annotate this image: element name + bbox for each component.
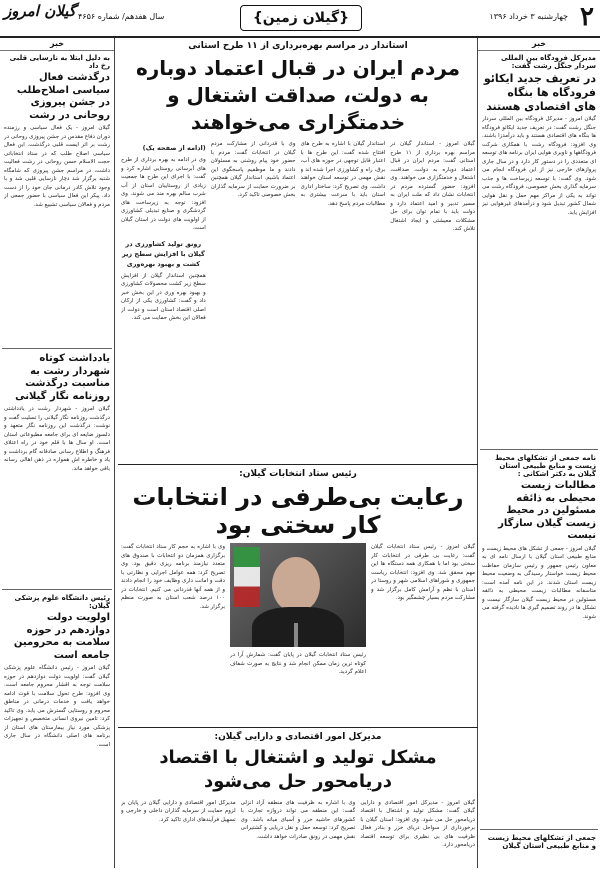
main-story-col: وی با قدردانی از مشارکت مردم گیلان در انتخابات گفت: مردم با حضور خود پیام روشنی به مسئولان دادند و ما موظفیم پاسخگوی این اعتماد باشیم. استاندار گیلان همچنین بر ضرورت حمایت از سرمایه گذاران بخش خصوصی تاکید کرد. bbox=[210, 141, 296, 199]
newspaper-logo: گیلان امروز bbox=[4, 2, 76, 20]
iran-flag bbox=[234, 547, 260, 607]
left-story3-title: اولویت دولت دوازدهم در حوزه سلامت به محرومین جامعه است bbox=[13, 612, 110, 661]
divider bbox=[480, 449, 598, 450]
right-column-header: خبر bbox=[478, 38, 600, 51]
economy-story-kicker: مدیرکل امور اقتصادی و دارایی گیلان: bbox=[214, 732, 382, 742]
economy-story-title: مشکل تولید و اشتغال با اقتصاد دریامحور حل می‌شود bbox=[159, 747, 437, 793]
right-story2-title: مطالبات زیست محیطی به ذائقه مسئولین در محیط زیست گیلان سازگار نیست bbox=[498, 480, 596, 542]
divider bbox=[480, 829, 598, 830]
main-story bbox=[118, 41, 478, 460]
section-title: {گیلان زمین} bbox=[240, 5, 362, 31]
dateline: چهارشنبه ۳ خرداد ۱۳۹۶ bbox=[489, 12, 568, 21]
divider bbox=[2, 348, 112, 349]
main-story-col: استاندار گیلان با اشاره به طرح های افتتاح شده گفت: این طرح ها با اعتبار قابل توجهی در حوزه های آب، برق، راه و کشاورزی اجرا شده اند و نقش مهمی در توسعه استان خواهند داشت. وی تصریح کرد: ساختار اداری استان باید با سرعت بیشتری به مطالبات مردم پاسخ دهد. bbox=[300, 141, 386, 207]
right-story1-title: در تعریف جدید ایکائو فرودگاه ها بنگاه های اقتصادی هستند bbox=[483, 72, 596, 113]
main-story-col: گیلان امروز - استاندار گیلان در مراسم بهره برداری از ۱۱ طرح استانی گفت: مردم ایران در قبال اعتماد دوباره به دولت، صداقت، اشتغال و خدمتگزاری می خواهند. وی افزود: حضور گسترده مردم در انتخابات نشان داد که ملت ایران به مسیر تدبیر و امید اعتماد دارد و دولت باید با تمام توان برای حل مشکلات معیشتی و ایجاد اشتغال تلاش کند. bbox=[390, 141, 475, 233]
economy-story-col: مدیرکل امور اقتصادی و دارایی گیلان در پایان بر لزوم حمایت از سرمایه گذاران داخلی و خارجی و تسهیل فرآیندهای اداری تاکید کرد. bbox=[120, 799, 236, 823]
masthead bbox=[0, 0, 600, 38]
left-story1-kicker: به دلیل ابتلا به نارسایی قلبی رخ داد bbox=[9, 54, 110, 70]
page-number: ۲ bbox=[580, 2, 594, 32]
election-story-col: وی با اشاره به حجم کار ستاد انتخابات گفت: برگزاری همزمان دو انتخابات با صندوق های متعدد نیازمند برنامه ریزی دقیق بود. وی تصریح کرد: همه عوامل اجرایی و نظارتی با دقت و امانت داری وظایف خود را انجام دادند و از همه آنها قدردانی می کنیم. انتخابات در ۱۰۰ درصد شعب استان به صورت منظم برگزار شد. bbox=[121, 544, 225, 610]
left-story1-title: درگذشت فعال سیاسی اصلاح‌طلب در جشن پیروزی روحانی در رشت bbox=[16, 72, 110, 121]
economy-story-col: گیلان امروز - مدیرکل امور اقتصادی و دارایی گیلان گفت: مشکل تولید و اشتغال با اقتصاد دریامحور حل می شود. وی افزود: استان گیلان با برخورداری از سواحل دریای خزر و بنادر فعال ظرفیت های بی نظیری برای توسعه اقتصاد دریامحور دارد. bbox=[360, 799, 475, 849]
main-story-col bbox=[121, 140, 206, 460]
issue-number: سال هفدهم/ شماره ۴۶۵۶ bbox=[78, 12, 165, 21]
election-story-col: گیلان امروز - رئیس ستاد انتخابات گیلان گفت: رعایت بی طرفی در انتخابات کار سختی بود اما با همکاری همه دستگاه ها این مهم محقق شد. وی افزود: انتخابات ریاست جمهوری و شوراهای اسلامی شهر و روستا در استان با نظم و آرامش کامل برگزار شد و مشارکت مردم بسیار چشمگیر بود. bbox=[371, 544, 475, 602]
right-story3-kicker: جمعی از تشکلهای محیط زیست و منابع طبیعی استان گیلان bbox=[487, 833, 596, 850]
left-story3-kicker: رئیس دانشگاه علوم پزشکی گیلان: bbox=[14, 594, 110, 610]
right-story1-body: گیلان امروز - مدیرکل فرودگاه بین المللی سردار جنگل رشت گفت: در تعریف جدید ایکائو فرودگاه ها بنگاه های اقتصادی هستند و باید درآمدزا باشند. وی افزود: فرودگاه رشت با همکاری شرکت فرودگاهها و ناوبری هوایی ایران برنامه های توسعه ای متعددی را در دستور کار دارد و در سال جاری پروازهای خارجی نیز از این فرودگاه انجام می شود. وی گفت: با توسعه زیرساخت ها و جذب سرمایه گذاری بخش خصوصی، فرودگاه رشت می تواند به یکی از مراکز مهم حمل و نقل هوایی شمال کشور تبدیل شود و درآمدهای غیرهوایی نیز افزایش یابد. bbox=[482, 116, 596, 216]
main-story-col-text: همچنین استاندار گیلان از افزایش سطح زیر کشت محصولات کشاورزی و بهبود بهره وری در این بخش خبر داد و گفت: کشاورزی یکی از ارکان اصلی اقتصاد استان است و دولت از فعالان این بخش حمایت می کند. bbox=[121, 272, 206, 322]
main-story-subhead: رونق تولید کشاورزی در گیلان با افزایش سطح زیر کشت و بهبود بهره‌وری bbox=[121, 239, 205, 268]
election-story bbox=[118, 469, 478, 723]
right-story2-body: گیلان امروز - جمعی از تشکل های محیط زیست و منابع طبیعی استان گیلان با ارسال نامه ای به معاون رئیس جمهور و رئیس سازمان حفاظت محیط زیست خواستار رسیدگی به وضعیت محیط زیست استان شدند. در این نامه آمده است: متاسفانه مطالبات زیست محیطی به ذائقه مسئولین در محیط زیست گیلان سازگار نیست و تشکل ها در روند تصمیم گیری ها نادیده گرفته می شوند. bbox=[482, 545, 596, 620]
official-photo bbox=[230, 543, 366, 647]
economy-story bbox=[118, 732, 478, 891]
photo-suit bbox=[252, 607, 344, 647]
left-story2-body: گیلان امروز - شهردار رشت در یادداشتی درگذشت روزنامه نگار گیلانی را تسلیت گفت و نوشت: درگذشت این روزنامه نگار متعهد و دلسوز ضایعه ای برای جامعه مطبوعاتی استان است. او سال ها با قلم خود در راه اعتلای فرهنگ و اطلاع رسانی صادقانه گام برداشت و یاد و خاطره اش همواره در ذهن اهالی رسانه باقی خواهد ماند. bbox=[4, 406, 110, 472]
left-story1-body: گیلان امروز - یک فعال سیاسی و رزمنده دوران دفاع مقدس در جشن پیروزی روحانی در رشت بر اثر ایست قلبی درگذشت. این فعال سیاسی اصلاح طلب که در ستاد انتخاباتی حجت الاسلام حسن روحانی در رشت فعالیت داشت، در مراسم جشن پیروزی که شامگاه شنبه برگزار شد دچار نارسایی قلبی شد و با وجود تلاش کادر درمانی جان خود را از دست داد. پیکر این فعال سیاسی با حضور جمعی از مردم و فعالان سیاسی تشییع شد. bbox=[4, 125, 110, 208]
divider bbox=[2, 589, 112, 590]
election-story-title: رعایت بی‌طرفی در انتخابات کار سختی بود bbox=[132, 483, 464, 539]
microphone-icon bbox=[294, 623, 298, 647]
main-area bbox=[118, 38, 478, 891]
economy-story-col: وی با اشاره به ظرفیت های منطقه آزاد انزلی گفت: این منطقه می تواند دروازه تجارت با کشورهای حاشیه خزر و آسیای میانه باشد. وی تصریح کرد: توسعه حمل و نقل دریایی و کشتیرانی نقش مهمی در رونق صادرات خواهد داشت. bbox=[240, 799, 356, 840]
photo-face bbox=[272, 557, 320, 613]
right-column bbox=[477, 38, 600, 868]
left-column-header: خبر bbox=[0, 38, 114, 51]
election-story-col: رئیس ستاد انتخابات گیلان در پایان گفت: شمارش آرا در کوتاه ترین زمان ممکن انجام شد و نتایج به صورت شفاف اعلام گردید. bbox=[230, 652, 366, 676]
main-story-title: مردم ایران در قبال اعتماد دوباره به دولت، صداقت اشتغال و خدمتگزاری می‌خواهند bbox=[135, 56, 461, 134]
continued-note: (ادامه از صفحه یک) bbox=[142, 144, 206, 152]
right-story2-kicker: نامه جمعی از تشکلهای محیط زیست و منابع طبیعی استان گیلان به دکتر اشکانی : bbox=[495, 454, 596, 479]
election-story-kicker: رئیس ستاد انتخابات گیلان: bbox=[239, 469, 357, 479]
left-story3-body: گیلان امروز - رئیس دانشگاه علوم پزشکی گیلان گفت: اولویت دولت دوازدهم در حوزه سلامت توجه به اقشار محروم جامعه است. وی افزود: طرح تحول سلامت با قوت ادامه خواهد یافت و خدمات درمانی در مناطق محروم و روستایی گسترش می یابد. وی تاکید کرد: تامین نیروی انسانی متخصص و تجهیزات پزشکی مورد نیاز بیمارستان های استان از برنامه های اصلی دانشگاه در سال جاری است. bbox=[4, 665, 110, 748]
main-story-kicker: استاندار در مراسم بهره‌برداری از ۱۱ طرح استانی bbox=[188, 41, 408, 51]
right-story1-kicker: مدیرکل فرودگاه بین المللی سردار جنگل رشت گفت: bbox=[500, 54, 596, 70]
divider bbox=[118, 464, 478, 465]
main-story-col-text: وی در ادامه به بهره برداری از طرح های آبرسانی روستایی اشاره کرد و گفت: با اجرای این طرح ها جمعیت زیادی از روستاییان استان از آب شرب سالم بهره مند می شوند. وی افزود: توجه به زیرساخت های گردشگری و صنایع تبدیلی کشاورزی از اولویت های دولت در استان گیلان است. bbox=[121, 157, 206, 232]
divider bbox=[118, 727, 478, 728]
photo-wrapper bbox=[230, 543, 366, 723]
left-story2-title: یادداشت کوتاه شهردار رشت به مناسبت درگذشت روزنامه نگار گیلانی bbox=[15, 353, 110, 402]
left-column bbox=[0, 38, 115, 868]
